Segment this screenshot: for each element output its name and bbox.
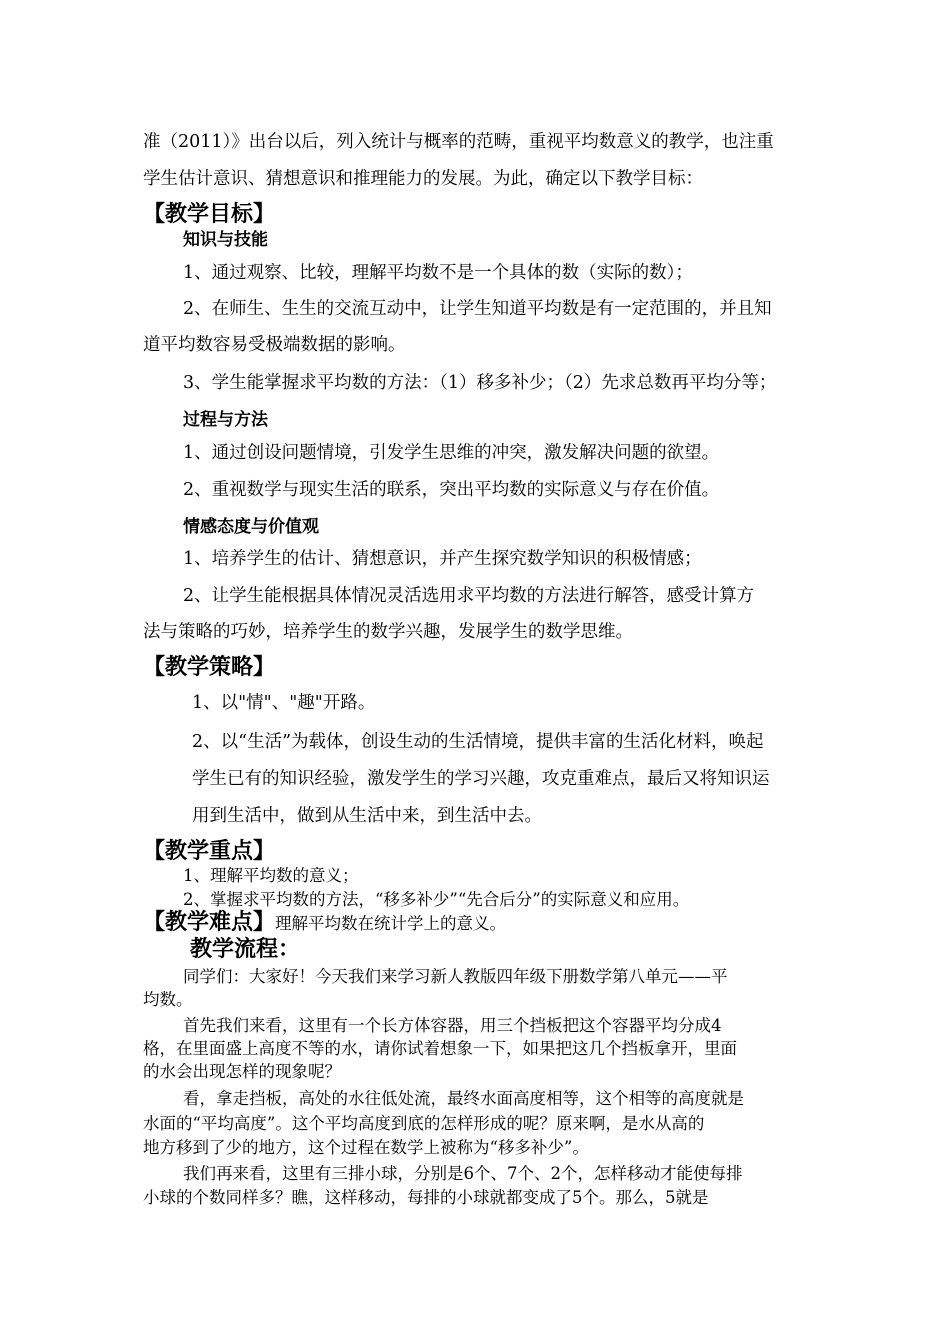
flow-p1-line-2: 均数。 (143, 990, 193, 1009)
emotion-item-2-line-1: 2、让学生能根据具体情况灵活选用求平均数的方法进行解答，感受计算方 (183, 586, 755, 606)
knowledge-title: 知识与技能 (183, 230, 268, 250)
process-item-2: 2、重视数学与现实生活的联系，突出平均数的实际意义与存在价值。 (183, 480, 720, 500)
strategy-item-2-line-2: 学生已有的知识经验，激发学生的学习兴趣，攻克重难点，最后又将知识运 (192, 769, 770, 789)
emotion-item-1: 1、培养学生的估计、猜想意识，并产生探究数学知识的积极情感； (183, 549, 702, 569)
knowledge-item-1: 1、通过观察、比较，理解平均数不是一个具体的数（实际的数）； (183, 263, 693, 283)
difficulty-text: 理解平均数在统计学上的意义。 (275, 914, 507, 933)
difficulty-heading: 【教学难点】 (143, 909, 276, 935)
intro-line-1: 准（2011）》出台以后，列入统计与概率的范畴，重视平均数意义的教学，也注重 (143, 132, 774, 152)
strategy-heading: 【教学策略】 (143, 654, 276, 680)
flow-p2-line-2: 格，在里面盛上高度不等的水，请你试着想象一下，如果把这几个挡板拿开，里面 (143, 1039, 737, 1058)
knowledge-item-3: 3、学生能掌握求平均数的方法：（1）移多补少；（2）先求总数再平均分等； (183, 373, 777, 393)
emotion-item-2-line-2: 法与策略的巧妙，培养学生的数学兴趣，发展学生的数学思维。 (143, 622, 633, 642)
flow-heading: 教学流程： (190, 936, 301, 962)
strategy-item-2-line-3: 用到生活中，做到从生活中来，到生活中去。 (192, 806, 542, 826)
flow-p4-line-1: 我们再来看，这里有三排小球，分别是6个、7个、2个，怎样移动才能使每排 (183, 1164, 743, 1183)
emotion-title: 情感态度与价值观 (183, 517, 319, 537)
keypoints-heading: 【教学重点】 (143, 838, 276, 864)
flow-p2-line-3: 的水会出现怎样的现象呢？ (143, 1062, 341, 1081)
intro-line-2: 学生估计意识、猜想意识和推理能力的发展。为此，确定以下教学目标： (143, 169, 703, 189)
goals-heading: 【教学目标】 (143, 201, 276, 227)
keypoints-item-2: 2、掌握求平均数的方法，“移多补少”“先合后分”的实际意义和应用。 (183, 890, 690, 909)
knowledge-item-2-line-1: 2、在师生、生生的交流互动中，让学生知道平均数是有一定范围的，并且知 (183, 299, 772, 319)
flow-p3-line-3: 地方移到了少的地方，这个过程在数学上被称为“移多补少”。 (143, 1138, 589, 1157)
flow-p1-line-1: 同学们：大家好！今天我们来学习新人教版四年级下册数学第八单元——平 (183, 967, 728, 986)
knowledge-item-2-line-2: 道平均数容易受极端数据的影响。 (143, 335, 406, 355)
process-item-1: 1、通过创设问题情境，引发学生思维的冲突，激发解决问题的欲望。 (183, 443, 720, 463)
strategy-item-2-line-1: 2、以“生活”为载体，创设生动的生活情境，提供丰富的生活化材料，唤起 (192, 732, 764, 752)
flow-p2-line-1: 首先我们来看，这里有一个长方体容器，用三个挡板把这个容器平均分成4 (183, 1016, 722, 1035)
keypoints-item-1: 1、理解平均数的意义； (183, 866, 359, 885)
flow-p3-line-1: 看，拿走挡板，高处的水往低处流，最终水面高度相等，这个相等的高度就是 (183, 1089, 744, 1108)
flow-p4-line-2: 小球的个数同样多？瞧，这样移动，每排的小球就都变成了5个。那么，5就是 (143, 1188, 709, 1207)
process-title: 过程与方法 (183, 410, 268, 430)
flow-p3-line-2: 水面的“平均高度”。这个平均高度到底的怎样形成的呢？原来啊，是水从高的 (143, 1114, 705, 1133)
strategy-item-1: 1、以"情"、"趣"开路。 (192, 693, 376, 713)
